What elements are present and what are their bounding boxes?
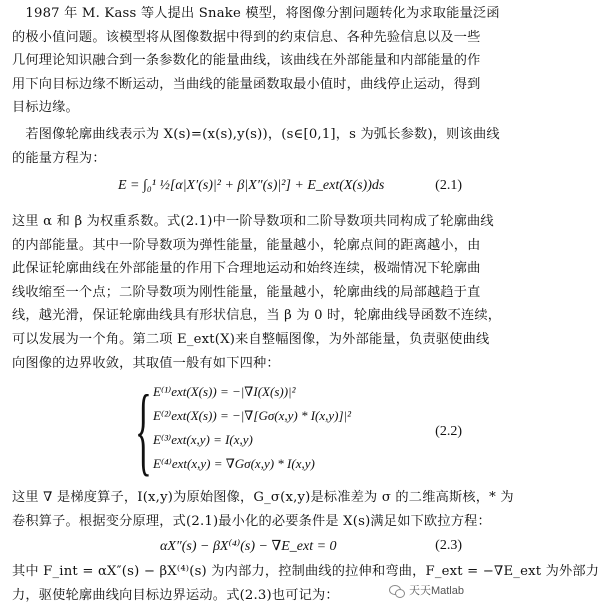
equation-number: (2.1) xyxy=(435,178,462,193)
watermark-text: 天天Matlab xyxy=(408,585,464,597)
text-line: 几何理论知识融合到一条参数化的能量曲线，该曲线在外部能量和内部能量的作 xyxy=(12,53,481,69)
text-line: 这里 α 和 β 为权重系数。式(2.1)中一阶导数项和二阶导数项共同构成了轮廓曲线 xyxy=(12,214,494,229)
text-line: 的能量方程为： xyxy=(12,150,106,166)
left-brace: { xyxy=(135,374,152,485)
text-line: 力，驱使轮廓曲线向目标边界运动。式(2.3)也可记为： xyxy=(12,587,339,603)
equation-number: (2.3) xyxy=(435,538,462,553)
wechat-icon xyxy=(389,584,405,597)
paragraph-1 xyxy=(12,2,500,120)
text-line: 的极小值问题。该模型将从图像数据中得到的约束信息、各种先验信息以及一些 xyxy=(12,29,481,45)
text-line: 可以发展为一个角。第二项 E_ext(X)来自整幅图像，为外部能量，负责驱使曲线 xyxy=(12,331,490,347)
text-line: 此保证轮廓曲线在外部能量的作用下合理地运动和始终连续，极端情况下轮廓曲 xyxy=(12,261,481,277)
paragraph-2 xyxy=(12,123,500,170)
watermark xyxy=(389,582,464,598)
text-line: 若图像轮廓曲线表示为 X(s)=(x(s),y(s))，(s∈[0,1]，s 为弧长参数)，则该曲线 xyxy=(12,127,500,142)
text-line: 1987 年 M. Kass 等人提出 Snake 模型，将图像分割问题转化为求取能量泛函 xyxy=(12,6,500,21)
text-line: 目标边缘。 xyxy=(12,100,79,116)
equation-2-2 xyxy=(135,374,375,485)
text-line: 卷积算子。根据变分原理，式(2.1)最小化的必要条件是 X(s)满足如下欧拉方程： xyxy=(12,513,491,529)
text-line: 线，越光滑，保证轮廓曲线具有形状信息，当 β 为 0 时，轮廓曲线导函数不连续， xyxy=(12,308,502,324)
equation-line: E⁽²⁾ext(X(s)) = −|∇[Gσ(x,y) * I(x,y)]|² xyxy=(153,408,352,423)
equation-line: E⁽¹⁾ext(X(s)) = −|∇I(X(s))|² xyxy=(153,384,296,399)
equation-line: E⁽⁴⁾ext(x,y) = ∇Gσ(x,y) * I(x,y) xyxy=(153,456,315,471)
text-line: 这里 ∇ 是梯度算子，I(x,y)为原始图像，G_σ(x,y)是标准差为 σ 的二维高斯核，* 为 xyxy=(12,490,514,505)
text-line: 其中 F_int = αX″(s) − βX⁽⁴⁾(s) 为内部力，控制曲线的拉伸和弯曲，F_ext = −∇E_ext 为外部力 xyxy=(12,564,599,579)
paragraph-4 xyxy=(12,486,514,533)
text-line: 的内部能量。其中一阶导数项为弹性能量，能量越小，轮廓点间的距离越小，由 xyxy=(12,237,481,253)
equation-line: E⁽³⁾ext(x,y) = I(x,y) xyxy=(153,432,253,447)
text-line: 线收缩至一个点；二阶导数项为刚性能量，能量越小，轮廓曲线的局部越趋于直 xyxy=(12,284,481,300)
equation-text: αX″(s) − βX⁽⁴⁾(s) − ∇E_ext = 0 xyxy=(160,539,337,554)
text-line: 用下向目标边缘不断运动，当曲线的能量函数取最小值时，曲线停止运动，得到 xyxy=(12,76,481,92)
paragraph-3 xyxy=(12,210,502,375)
equation-text: E = ∫₀¹ ½[α|X′(s)|² + β|X″(s)|²] + E_ext(X(s))ds xyxy=(118,178,385,193)
equation-number: (2.2) xyxy=(435,424,462,439)
text-line: 向图像的边界收敛，其取值一般有如下四种： xyxy=(12,355,280,371)
